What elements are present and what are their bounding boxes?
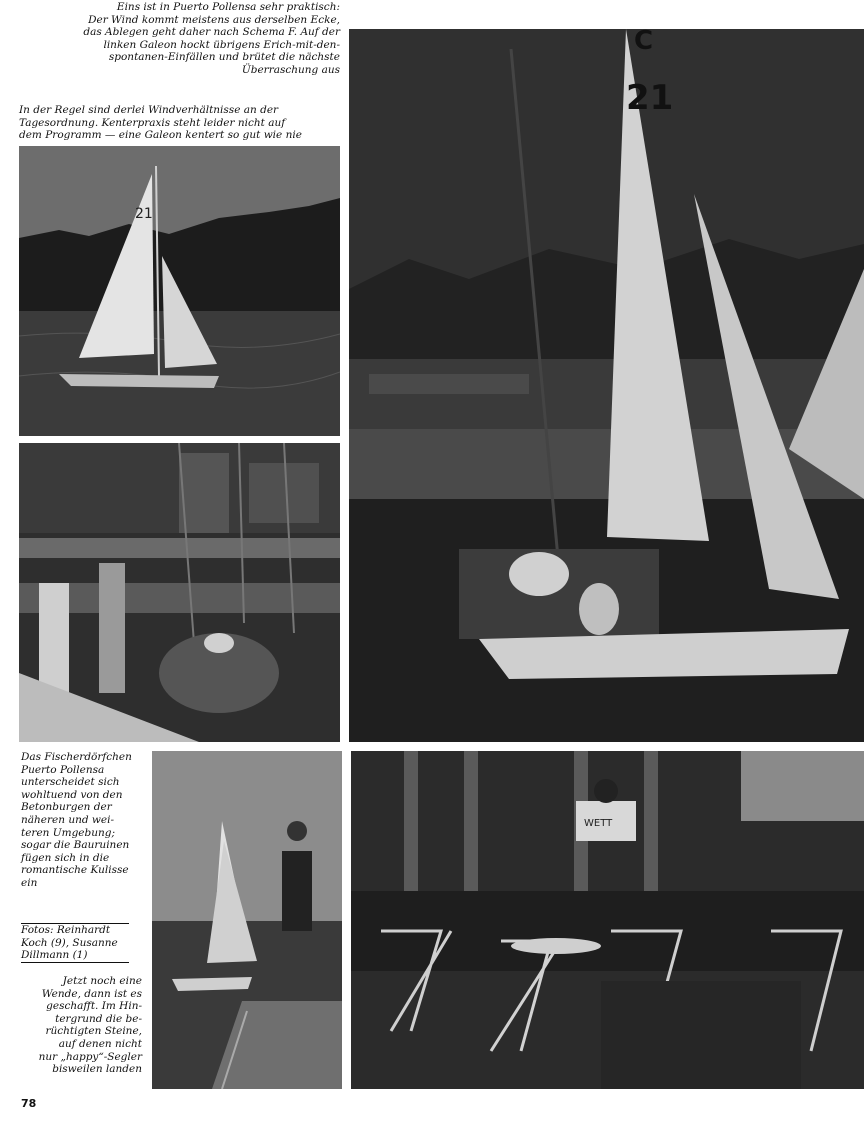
photo-harbour-crowd [19,443,340,742]
caption-top-right: Eins ist in Puerto Pollensa sehr praktisch: Der Wind kommt meistens aus derselben Ecke, das Ablegen geht daher nach Schema F. Auf der linken Galeon hockt übrigens Erich-mit-den- spontanen-Einfällen und brütet die nächste Überraschung aus [83,1,340,76]
page-number: 78 [21,1097,37,1110]
mainsail-number: 21 [626,78,674,118]
caption-top-left: In der Regel sind derlei Windverhältnisse an der Tagesordnung. Kenterpraxis steht leider nicht auf dem Programm — eine Galeon kentert so gut wie nie [19,104,302,142]
mainsail-letter: C [634,29,654,56]
dinghy-sail-number: 21 [135,206,153,222]
shirt-lettering: WETT [584,818,613,829]
photo-dinghy-mountains [19,146,340,436]
credits-bottom-rule [21,962,129,963]
photo-credits: Fotos: Reinhardt Koch (9), Susanne Dillmann (1) [21,924,118,962]
photo-galeon-leaving [349,29,864,742]
caption-village: Das Fischerdörfchen Puerto Pollensa unterscheidet sich wohltuend von den Betonburgen der näheren und wei- teren Umgebung; sogar die Bauruinen fügen sich in die romantische Kulisse ein [21,751,132,889]
photo-dinghy-harbour [152,751,342,1089]
caption-tack: Jetzt noch eine Wende, dann ist es geschafft. Im Hin- tergrund die be- rüchtigten Steine, auf denen nicht nur „happy“-Segler bisweilen landen [38,975,142,1076]
photo-cafe-terrace [351,751,864,1089]
